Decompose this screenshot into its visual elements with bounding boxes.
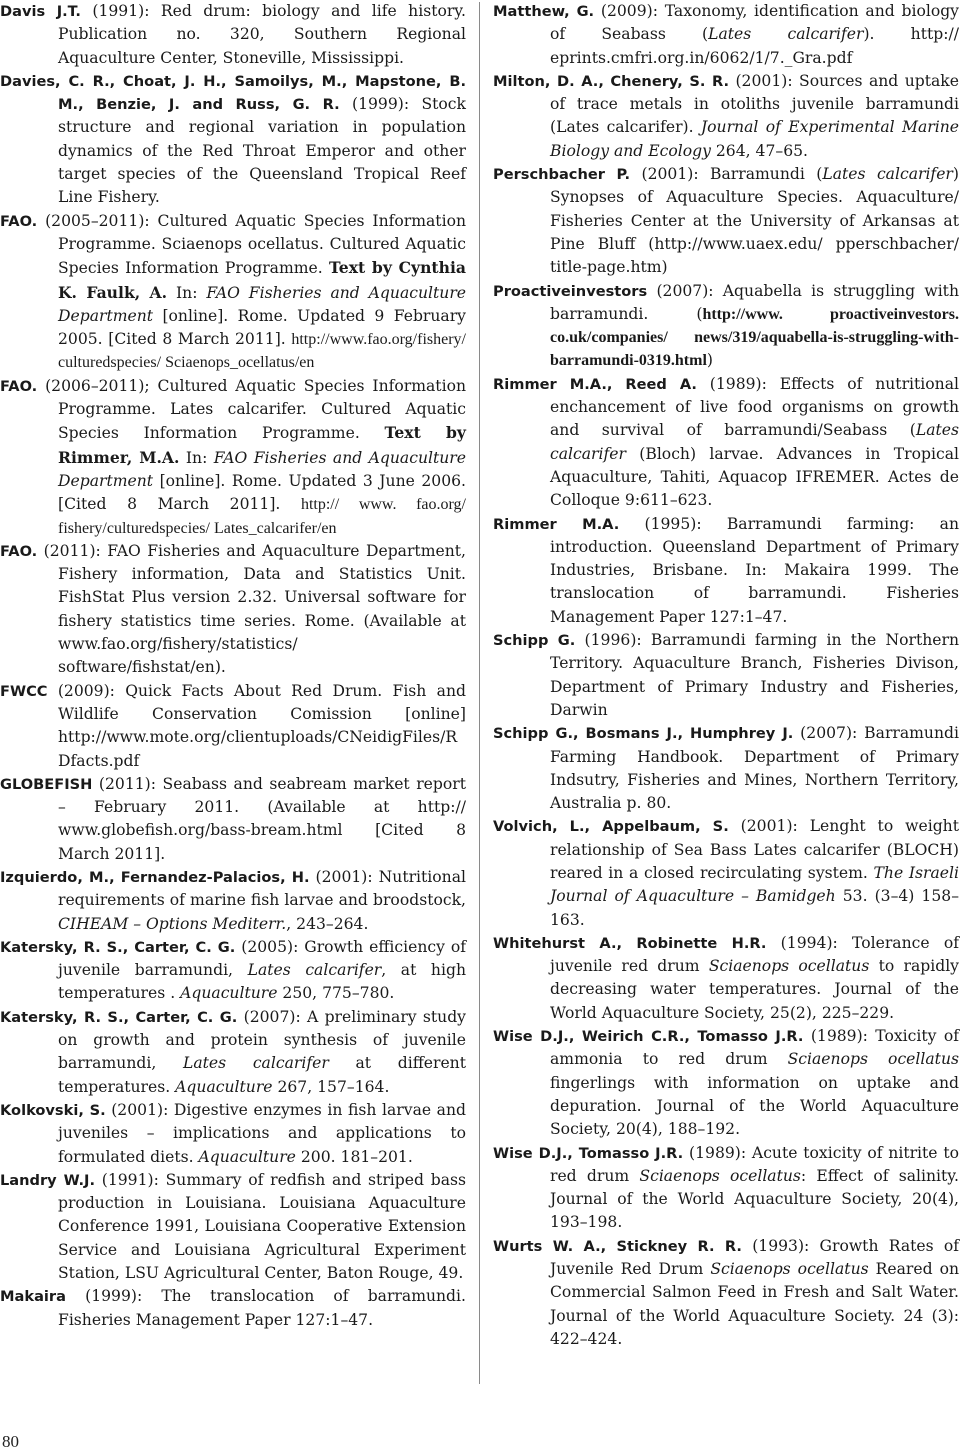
reference-entry [0,70,466,210]
reference-url: http://www. proactiveinvestors. co.uk/companies/ news/319/aquabella-is-struggling-with-barramundi-0319.html [550,305,960,370]
reference-italic-text: Aquaculture [198,1147,296,1166]
reference-authors: Milton, D. A., Chenery, S. R. [493,72,730,90]
reference-entry [0,1169,466,1285]
reference-italic-text: CIHEAM – Options Mediterr. [58,914,287,933]
reference-text: (2001): Lenght to weight relationship of Sea Bass Lates calcarifer (BLOCH) reared in a closed recirculating system. [550,817,959,882]
reference-authors: FAO. [0,377,38,395]
reference-authors: Volvich, L., Appelbaum, S. [493,818,729,836]
reference-authors: Rimmer M.A., Reed A. [493,375,697,393]
reference-authors: Proactiveinvestors [493,282,648,300]
reference-entry [0,1006,466,1099]
reference-text: fingerlings with information on uptake and depuration. Journal of the World Aquaculture Society, 20(4), 188–192. [550,1073,959,1139]
page-number: 80 [2,1432,19,1451]
reference-entry [493,0,959,70]
reference-text: (2009): Quick Facts About Red Drum. Fish and Wildlife Conservation Comission [online] http://www.mote.org/clientuploads/CNeidigFiles/RDfacts.pdf [47,681,466,770]
reference-italic-text: Lates calcarifer [708,25,864,44]
reference-authors: Matthew, G. [493,3,595,20]
reference-authors: Schipp G. [493,632,576,650]
reference-url: http://www.fao.org/fishery/ culturedspecies/ Sciaenops_ocellatus/en [58,331,466,372]
reference-italic-text: Lates calcarifer [182,1054,329,1073]
reference-text: 200. 181–201. [295,1147,413,1166]
reference-text: (1995): Barramundi farming: an introduction. Queensland Department of Primary Industries, Brisbane. In: Makaira 1999. The translocation of barramundi. Fisheries Management Paper 127:1–47. [550,514,959,626]
reference-italic-text: The Israeli Journal of Aquaculture – Bamidgeh [550,863,959,906]
reference-entry [493,373,959,513]
reference-column-left [0,0,466,1332]
reference-authors: Davies, C. R., Choat, J. H., Samoilys, M., Mapstone, B. M., Benzie, J. and Russ, G. R. [0,72,466,114]
reference-column-right [493,0,959,1351]
reference-authors: Katersky, R. S., Carter, C. G. [0,938,236,956]
reference-text: (2005): Growth efficiency of juvenile barramundi, [58,937,466,980]
reference-text: to rapidly decreasing water temperatures. Journal of the World Aquaculture Society, 25(2), 225–229. [550,957,959,1022]
reference-authors: Wise D.J., Weirich C.R., Tomasso J.R. [493,1028,804,1046]
reference-entry [0,1099,466,1169]
reference-text: (2001): Digestive enzymes in fish larvae and juveniles – implications and applications to formulated diets. [58,1100,466,1166]
reference-entry [493,70,959,163]
reference-text: (1999): The translocation of barramundi. Fisheries Management Paper 127:1–47. [58,1287,466,1329]
reference-text: ). http:// eprints.cmfri.org.in/6062/1/7._Gra.pdf [550,25,959,67]
reference-entry [493,163,959,279]
reference-authors: Katersky, R. S., Carter, C. G. [0,1008,238,1026]
reference-authors: FWCC [0,682,48,700]
reference-entry [0,540,466,680]
reference-text: (2007): A preliminary study on growth and protein synthesis of juvenile barramundi, [58,1007,466,1073]
reference-text: (1989): Acute toxicity of nitrite to red drum [550,1143,959,1185]
reference-italic-text: Sciaenops ocellatus [708,957,870,976]
reference-text: In: [179,448,214,467]
reference-text: (1991): Red drum: biology and life history. Publication no. 320, Southern Regional Aquaculture Center, Stoneville, Mississippi. [58,2,467,67]
reference-text: 250, 775–780. [277,984,395,1003]
reference-text: 264, 47–65. [710,141,808,160]
reference-entry [493,1235,959,1351]
reference-entry [493,1025,959,1141]
reference-authors: Rimmer M.A. [493,515,620,533]
reference-italic-text: Lates calcarifer [822,165,953,184]
reference-text: (2001): Nutritional requirements of marine fish larvae and broodstock, [58,867,467,910]
reference-text: , at high temperatures . [58,961,466,1003]
reference-entry [0,375,466,540]
reference-italic-text: Lates calcarifer [247,961,382,980]
reference-text: (2007): Barramundi Farming Handbook. Department of Primary Indsutry, Fisheries and Mines, Northern Territory, Australia p. 80. [550,724,959,813]
reference-entry [0,0,466,70]
reference-text: Reared on Commercial Salmon Feed in Fresh and Salt Water. Journal of the World Aquaculture Society. 24 (3): 422–424. [550,1260,959,1348]
reference-entry [0,936,466,1006]
reference-authors: Izquierdo, M., Fernandez-Palacios, H. [0,868,310,886]
reference-text: [online]. Rome. Updated 3 June 2006. [Cited 8 March 2011]. [58,471,466,514]
reference-entry [493,815,959,931]
reference-text: (2011): FAO Fisheries and Aquaculture Department, Fishery information, Data and Statistics Unit. FishStat Plus version 2.32. Universal software for fishery statistics time series. Rome. (Available at www.fao.org/fishery/statistics/ software/fishstat/en). [37,541,466,677]
reference-entry [493,280,959,373]
reference-text: : Effect of salinity. Journal of the World Aquaculture Society, 20(4), 193–198. [550,1166,959,1232]
reference-entry [493,932,959,1025]
reference-italic-text: Journal of Experimental Marine Biology and Ecology [550,118,959,160]
reference-text: (2011): Seabass and seabream market report – February 2011. (Available at http:// www.globefish.org/bass-bream.html [Cited 8 March 2011]. [58,774,466,863]
reference-authors: FAO. [0,542,38,560]
reference-text: , 243–264. [286,914,369,933]
reference-text: 53. (3–4) 158–163. [550,887,959,929]
reference-text: at different temperatures. [58,1054,466,1096]
reference-authors: Makaira [0,1288,66,1306]
reference-text: (1996): Barramundi farming in the Northern Territory. Aquaculture Branch, Fisheries Divison, Department of Primary Industry and Fisheries, Darwin [550,631,959,719]
reference-entry [0,773,466,866]
reference-text: In: [167,283,207,302]
reference-entry [493,722,959,815]
reference-entry [493,1142,959,1235]
reference-text: ) [706,351,713,370]
reference-text: [online]. Rome. Updated 9 February 2005. [Cited 8 March 2011]. [58,306,466,349]
reference-entry [0,680,466,773]
reference-text: (2006–2011); Cultured Aquatic Species Information Programme. Lates calcarifer. Cultured Aquatic Species Information Programme. [37,376,466,443]
reference-text: (1994): Tolerance of juvenile red drum [550,933,959,976]
reference-text: (1991): Summary of redfish and striped bass production in Louisiana. Louisiana Aquaculture Conference 1991, Louisiana Cooperative Extension Service and Louisiana Agricultural Experiment Station, LSU Agricultural Center, Baton Rouge, 49. [58,1170,466,1283]
reference-authors: Davis J.T. [0,3,81,20]
reference-authors: FAO. [0,212,38,230]
reference-text: (2007): Aquabella is struggling with barramundi. ( [550,281,959,323]
reference-authors: Whitehurst A., Robinette H.R. [493,934,767,952]
reference-text: (2001): Sources and uptake of trace metals in otoliths juvenile barramundi (Lates calcarifer). [550,71,959,137]
reference-text: (1999): Stock structure and regional variation in population dynamics of the Red Throat Emperor and other target species of the Queensland Tropical Reef Line Fishery. [58,95,466,207]
reference-bold-text: Text by Cynthia K. Faulk, A. [58,258,466,302]
reference-italic-text: Aquaculture [180,984,278,1003]
reference-text: (2005–2011): Cultured Aquatic Species Information Programme. Sciaenops ocellatus. Cultured Aquatic Species Information Programme. [37,211,466,278]
reference-text: (2001): Barramundi ( [630,165,823,184]
reference-text: ) Synopses of Aquaculture Species. Aquaculture/ Fisheries Center at the University of Arkansas at Pine Bluff (http://www.uaex.edu/ pperschbacher/ title-page.htm) [550,165,959,277]
reference-italic-text: Sciaenops ocellatus [787,1050,959,1069]
reference-text: (Bloch) larvae. Advances in Tropical Aquaculture, Tahiti, Aquacop IFREMER. Actes de Colloque 9:611–623. [550,444,959,510]
reference-italic-text: Lates calcarifer [550,421,959,463]
reference-text: (1993): Growth Rates of Juvenile Red Drum [550,1236,959,1279]
reference-authors: Perschbacher P. [493,166,631,184]
reference-text: (1989): Toxicity of ammonia to red drum [550,1027,959,1069]
reference-authors: Landry W.J. [0,1171,95,1189]
reference-authors: GLOBEFISH [0,775,93,793]
reference-italic-text: Sciaenops ocellatus [639,1166,801,1185]
reference-entry [493,629,959,722]
reference-bold-text: Text by Rimmer, M.A. [58,423,466,467]
reference-italic-text: FAO Fisheries and Aquaculture Department [58,448,466,490]
reference-authors: Wurts W. A., Stickney R. R. [493,1237,742,1255]
reference-text: (2009): Taxonomy, identification and biology of Seabass ( [550,2,959,44]
reference-authors: Wise D.J., Tomasso J.R. [493,1144,684,1162]
reference-entry [0,866,466,936]
reference-italic-text: Sciaenops ocellatus [710,1260,869,1279]
column-divider [479,2,480,1384]
reference-entry [0,1285,466,1332]
reference-italic-text: Aquaculture [175,1077,273,1096]
reference-text: 267, 157–164. [272,1077,390,1096]
reference-text: (1989): Effects of nutritional enchancement of live food organisms on growth and survival of barramundi/Seabass ( [550,374,959,440]
reference-entry [493,513,959,629]
reference-entry [0,210,466,375]
reference-italic-text: FAO Fisheries and Aquaculture Department [58,283,467,325]
reference-url: http:// www. fao.org/ fishery/culturedspecies/ Lates_calcarifer/en [58,496,466,537]
reference-authors: Kolkovski, S. [0,1101,106,1119]
reference-authors: Schipp G., Bosmans J., Humphrey J. [493,725,794,743]
